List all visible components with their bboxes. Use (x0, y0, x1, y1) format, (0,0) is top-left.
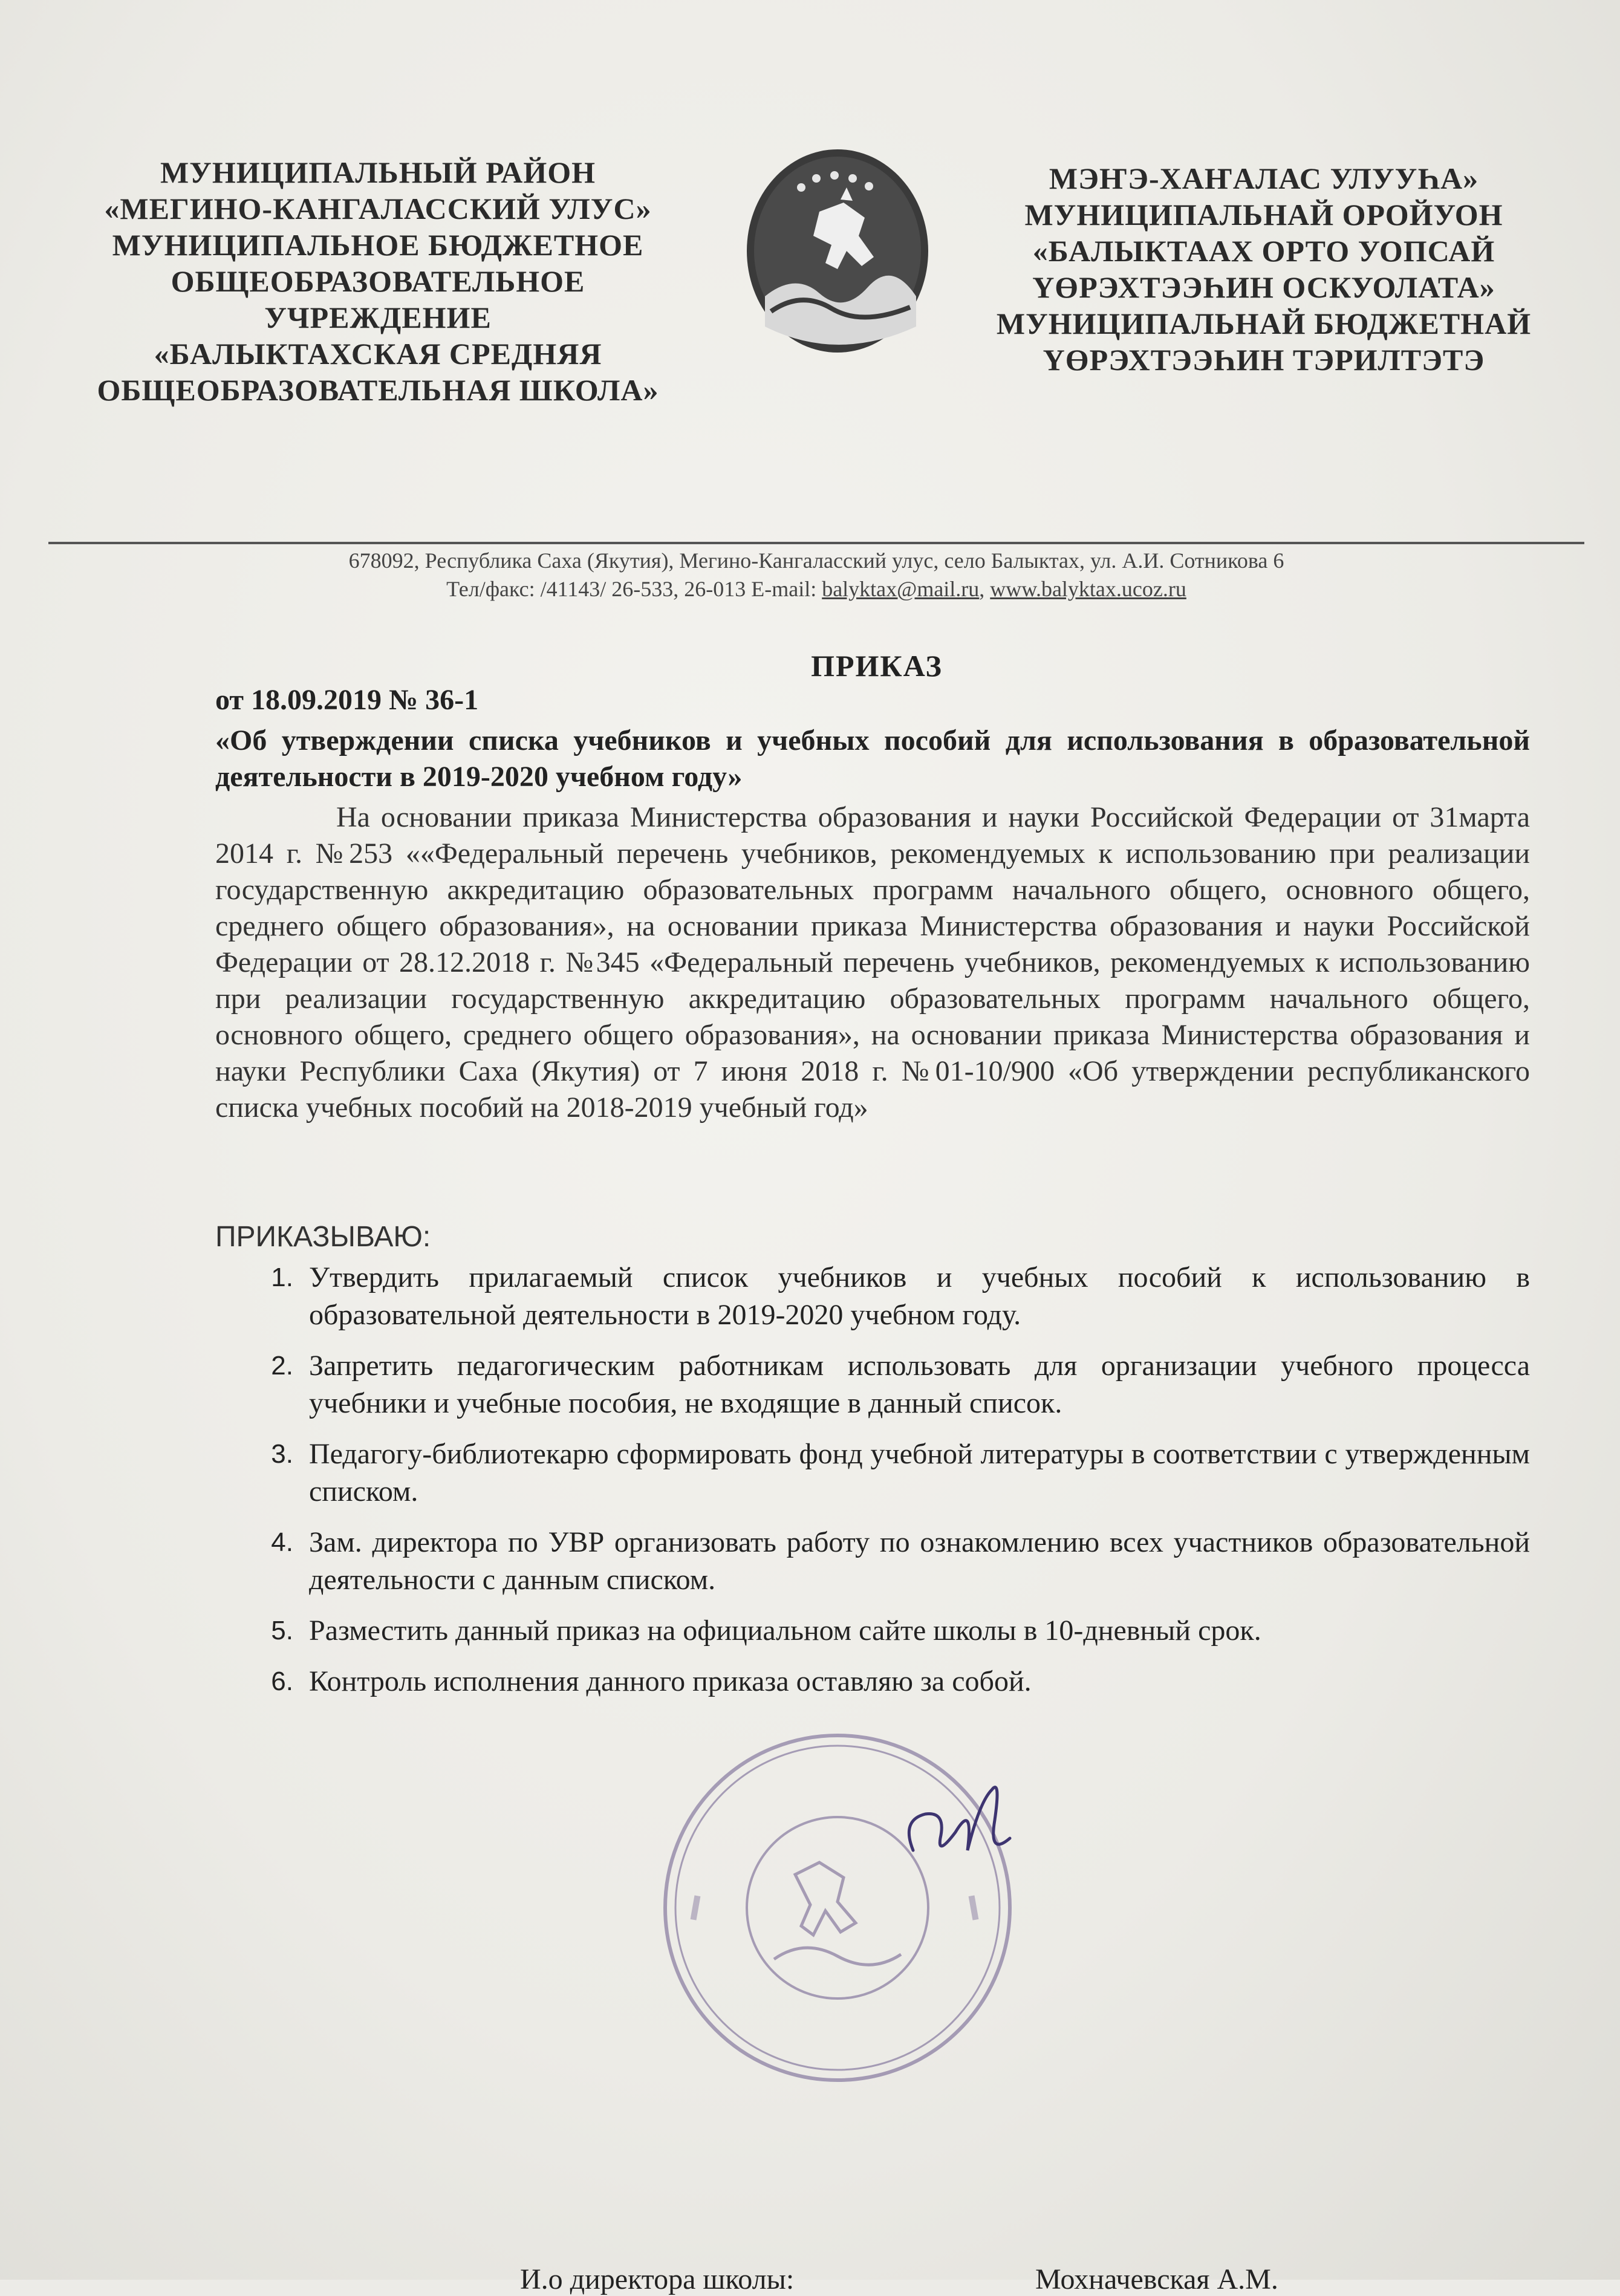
contact-line (121, 576, 1512, 602)
header-left-line: «БАЛЫКТАХСКАЯ СРЕДНЯЯ (154, 337, 602, 371)
item-text: Запретить педагогическим работникам использовать для организации учебного процесса учебники и учебные пособия, не входящие в данный список. (309, 1350, 1530, 1419)
item-number: 1. (271, 1263, 293, 1292)
header-left-line: МУНИЦИПАЛЬНОЕ БЮДЖЕТНОЕ (112, 228, 644, 262)
header-left-line: ОБЩЕОБРАЗОВАТЕЛЬНАЯ ШКОЛА» (97, 373, 659, 407)
header-divider (48, 542, 1584, 544)
item-number: 2. (271, 1351, 293, 1381)
order-items-list (215, 1259, 1530, 1714)
contact-separator: , (979, 577, 991, 601)
list-item (215, 1663, 1530, 1700)
item-text: Контроль исполнения данного приказа оставляю за собой. (309, 1665, 1032, 1697)
order-date-number: от 18.09.2019 № 36-1 (215, 684, 479, 716)
contact-prefix: Тел/факс: /41143/ 26-533, 26-013 E-mail: (446, 577, 822, 601)
header-left-line: УЧРЕЖДЕНИЕ (264, 301, 492, 334)
header-right-institution-sakha (943, 160, 1584, 378)
item-text: Зам. директора по УВР организовать работу по ознакомлению всех участников образовательной деятельности с данным списком. (309, 1526, 1530, 1596)
order-basis-paragraph: На основании приказа Министерства образования и науки Российской Федерации от 31марта 2014 г. №253 ««Федеральный перечень учебников, рекомендуемых к использованию при реализации государственную аккредитацию образовательных программ начального общего, основного общего, среднего общего образования», на основании приказа Министерства образования и науки Российской Федерации от 28.12.2018 г. №345 «Федеральный перечень учебников, рекомендуемых к использованию при реализации государственную аккредитацию образовательных программ начального общего, основного общего, среднего общего образования», на основании приказа Министерства образования и науки Республики Саха (Якутия) от 7 июня 2018 г. №01-10/900 «Об утверждении республиканского списка учебных пособий на 2018-2019 учебный год» (215, 801, 1530, 1124)
item-number: 6. (271, 1667, 293, 1696)
list-item (215, 1612, 1530, 1650)
header-right-line: «БАЛЫКТААХ ОРТО УОПСАЙ (1032, 234, 1495, 268)
signatory-role: И.о директора школы: (520, 2263, 795, 2295)
list-item (215, 1436, 1530, 1511)
website-link[interactable]: www.balyktax.ucoz.ru (990, 577, 1186, 601)
order-subject: «Об утверждении списка учебников и учебных пособий для использования в образовательной деятельности в 2019-2020 учебном году» (215, 724, 1530, 793)
header-left-line: «МЕГИНО-КАНГАЛАССКИЙ УЛУС» (104, 192, 652, 226)
signatory-name: Мохначевская А.М. (1035, 2263, 1278, 2295)
item-text: Утвердить прилагаемый список учебников и учебных пособий к использованию в образовательной деятельности в 2019-2020 учебном году. (309, 1261, 1530, 1331)
item-number: 5. (271, 1616, 293, 1645)
header-right-line: МУНИЦИПАЛЬНАЙ ОРОЙУОН (1024, 198, 1503, 232)
item-text: Педагогу-библиотекарю сформировать фонд учебной литературы в соответствии с утвержденным списком. (309, 1438, 1530, 1507)
list-item (215, 1259, 1530, 1334)
header-right-line: МЭҤЭ-ХАҤАЛАС УЛУУҺА» (1049, 161, 1479, 195)
address-line: 678092, Республика Саха (Якутия), Мегино-Кангаласский улус, село Балыктах, ул. А.И. Сотникова 6 (348, 548, 1284, 573)
list-item (215, 1524, 1530, 1599)
header-right-line: ҮӨРЭХТЭЭҺИН ОСКУОЛАТА» (1032, 270, 1495, 304)
item-number: 4. (271, 1527, 293, 1557)
email-link[interactable]: balyktax@mail.ru (822, 577, 980, 601)
item-number: 3. (271, 1439, 293, 1469)
document-title: ПРИКАЗ (811, 649, 943, 683)
header-left-line: ОБЩЕОБРАЗОВАТЕЛЬНОЕ (171, 264, 585, 298)
order-directive-word: ПРИКАЗЫВАЮ: (215, 1221, 431, 1253)
header-right-line: ҮӨРЭХТЭЭҺИН ТЭРИЛТЭТЭ (1043, 343, 1485, 377)
handwritten-signature (889, 1766, 1022, 1887)
list-item (215, 1347, 1530, 1422)
item-text: Разместить данный приказ на официальном сайте школы в 10-дневный срок. (309, 1615, 1261, 1647)
header-left-institution-ru (48, 154, 708, 408)
header-left-line: МУНИЦИПАЛЬНЫЙ РАЙОН (160, 155, 596, 189)
header-right-line: МУНИЦИПАЛЬНАЙ БЮДЖЕТНАЙ (996, 307, 1532, 340)
district-emblem-icon (741, 145, 934, 357)
